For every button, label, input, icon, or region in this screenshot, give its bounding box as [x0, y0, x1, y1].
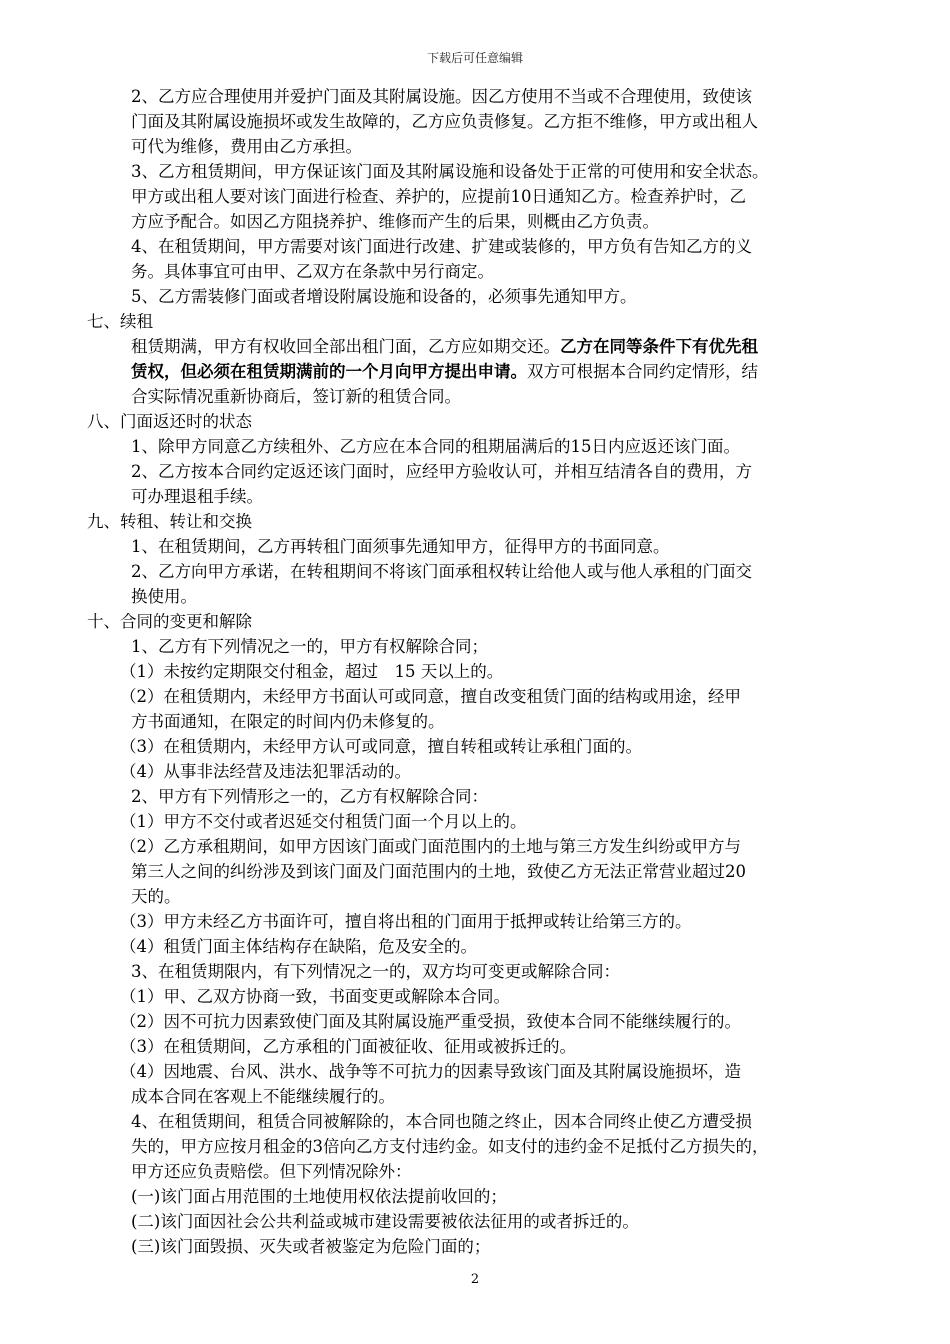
text-line	[87, 659, 877, 684]
line-text: （1）甲、乙双方协商一致，书面变更或解除本合同。	[120, 987, 510, 1006]
line-text: 2、甲方有下列情形之一的，乙方有权解除合同：	[131, 787, 488, 806]
line-text: 1、乙方有下列情况之一的，甲方有权解除合同；	[131, 637, 488, 656]
line-text: 2、乙方按本合同约定返还该门面时，应经甲方验收认可，并相互结清各自的费用，方	[131, 462, 752, 481]
line-text: 3、乙方租赁期间，甲方保证该门面及其附属设施和设备处于正常的可使用和安全状态。	[131, 162, 769, 181]
line-text: 1、除甲方同意乙方续租外、乙方应在本合同的租期届满后的15日内应返还该门面。	[131, 437, 740, 456]
line-text: 十、合同的变更和解除	[87, 612, 252, 631]
text-line	[87, 634, 877, 659]
line-text: 八、门面返还时的状态	[87, 412, 252, 431]
line-text: 4、在租赁期间，租赁合同被解除的，本合同也随之终止，因本合同终止使乙方遭受损	[131, 1112, 752, 1131]
document-body	[87, 84, 877, 1259]
text-line	[87, 359, 877, 384]
section-heading	[87, 509, 877, 534]
line-text: （3）在租赁期内，未经甲方认可或同意，擅自转租或转让承租门面的。	[120, 737, 642, 756]
text-line	[87, 209, 877, 234]
text-line	[87, 1134, 877, 1159]
page-number: 2	[470, 1272, 480, 1287]
line-text: 换使用。	[131, 587, 197, 606]
line-text: 5、乙方需装修门面或者增设附属设施和设备的，必须事先通知甲方。	[131, 287, 637, 306]
text-line	[87, 109, 877, 134]
line-text: 3、在租赁期限内，有下列情况之一的，双方均可变更或解除合同：	[131, 962, 620, 981]
text-line	[87, 1109, 877, 1134]
text-line	[87, 859, 877, 884]
text-line	[87, 759, 877, 784]
text-line	[87, 459, 877, 484]
line-text: 天的。	[131, 887, 181, 906]
line-text: （2）乙方承租期间，如甲方因该门面或门面范围内的土地与第三方发生纠纷或甲方与	[120, 837, 741, 856]
line-text: （1）未按约定期限交付租金，超过 15 天以上的。	[120, 662, 504, 681]
line-text: (三)该门面毁损、灭失或者被鉴定为危险门面的；	[131, 1237, 491, 1256]
line-text: 合实际情况重新协商后，签订新的租赁合同。	[131, 387, 461, 406]
text-line	[87, 284, 877, 309]
line-text: 九、转租、转让和交换	[87, 512, 252, 531]
line-text: 租赁期满，甲方有权收回全部出租门面，乙方应如期交还。	[131, 337, 560, 356]
line-text: 甲方或出租人要对该门面进行检查、养护的，应提前10日通知乙方。检查养护时，乙	[131, 187, 746, 206]
text-line	[87, 734, 877, 759]
line-text: 方应予配合。如因乙方阻挠养护、维修而产生的后果，则概由乙方负责。	[131, 212, 659, 231]
line-text: (一)该门面占用范围的土地使用权依法提前收回的；	[131, 1187, 507, 1206]
line-text: 成本合同在客观上不能继续履行的。	[131, 1087, 395, 1106]
line-text: 第三人之间的纠纷涉及到该门面及门面范围内的土地，致使乙方无法正常营业超过20	[131, 862, 746, 881]
section-heading	[87, 609, 877, 634]
text-line	[87, 84, 877, 109]
text-line	[87, 784, 877, 809]
text-line	[87, 884, 877, 909]
line-text: （1）甲方不交付或者迟延交付租赁门面一个月以上的。	[120, 812, 527, 831]
line-text: 七、续租	[87, 312, 153, 331]
line-text: 可办理退租手续。	[131, 487, 263, 506]
text-line	[87, 134, 877, 159]
bold-text: 乙方在同等条件下有优先租	[560, 337, 758, 356]
line-text: （3）甲方未经乙方书面许可，擅自将出租的门面用于抵押或转让给第三方的。	[120, 912, 692, 931]
line-text: 可代为维修，费用由乙方承担。	[131, 137, 362, 156]
text-line	[87, 1184, 877, 1209]
page-header: 下载后可任意编辑	[426, 51, 523, 65]
bold-text: 赁权，但必须在租赁期满前的一个月向甲方提出申请。	[131, 362, 527, 381]
text-line	[87, 384, 877, 409]
line-text: （3）在租赁期间，乙方承租的门面被征收、征用或被拆迁的。	[120, 1037, 576, 1056]
text-line	[87, 184, 877, 209]
line-text: 务。具体事宜可由甲、乙双方在条款中另行商定。	[131, 262, 494, 281]
text-line	[87, 259, 877, 284]
text-line	[87, 434, 877, 459]
line-text: 失的，甲方应按月租金的3倍向乙方支付违约金。如支付的违约金不足抵付乙方损失的，	[131, 1137, 769, 1156]
line-text: 1、在租赁期间，乙方再转租门面须事先通知甲方，征得甲方的书面同意。	[131, 537, 670, 556]
text-line	[87, 1084, 877, 1109]
text-line	[87, 334, 877, 359]
text-line	[87, 534, 877, 559]
text-line	[87, 559, 877, 584]
text-line	[87, 909, 877, 934]
line-text: 2、乙方向甲方承诺，在转租期间不将该门面承租权转让给他人或与他人承租的门面交	[131, 562, 752, 581]
line-text: （4）从事非法经营及违法犯罪活动的。	[120, 762, 411, 781]
text-line	[87, 234, 877, 259]
text-line	[87, 684, 877, 709]
text-line	[87, 834, 877, 859]
line-text: （4）租赁门面主体结构存在缺陷，危及安全的。	[120, 937, 477, 956]
text-line	[87, 809, 877, 834]
text-line	[87, 1209, 877, 1234]
text-line	[87, 584, 877, 609]
text-line	[87, 984, 877, 1009]
line-text: (二)该门面因社会公共利益或城市建设需要被依法征用的或者拆迁的。	[131, 1212, 639, 1231]
line-text: 门面及其附属设施损坏或发生故障的，乙方应负责修复。乙方拒不维修，甲方或出租人	[131, 112, 758, 131]
line-text: （4）因地震、台风、洪水、战争等不可抗力的因素导致该门面及其附属设施损坏，造	[120, 1062, 741, 1081]
line-text: （2）在租赁期内，未经甲方书面认可或同意，擅自改变租赁门面的结构或用途，经甲	[120, 687, 741, 706]
line-text: 4、在租赁期间，甲方需要对该门面进行改建、扩建或装修的，甲方负有告知乙方的义	[131, 237, 752, 256]
line-text: 方书面通知，在限定的时间内仍未修复的。	[131, 712, 445, 731]
section-heading	[87, 309, 877, 334]
line-text: 2、乙方应合理使用并爱护门面及其附属设施。因乙方使用不当或不合理使用，致使该	[131, 87, 752, 106]
text-line	[87, 1159, 877, 1184]
line-text: 甲方还应负责赔偿。但下列情况除外：	[131, 1162, 412, 1181]
text-line	[87, 1059, 877, 1084]
text-line	[87, 959, 877, 984]
text-line	[87, 1234, 877, 1259]
line-text: 双方可根据本合同约定情形，结	[527, 362, 758, 381]
text-line	[87, 159, 877, 184]
line-text: （2）因不可抗力因素致使门面及其附属设施严重受损，致使本合同不能继续履行的。	[120, 1012, 741, 1031]
text-line	[87, 709, 877, 734]
section-heading	[87, 409, 877, 434]
text-line	[87, 484, 877, 509]
text-line	[87, 934, 877, 959]
text-line	[87, 1009, 877, 1034]
text-line	[87, 1034, 877, 1059]
